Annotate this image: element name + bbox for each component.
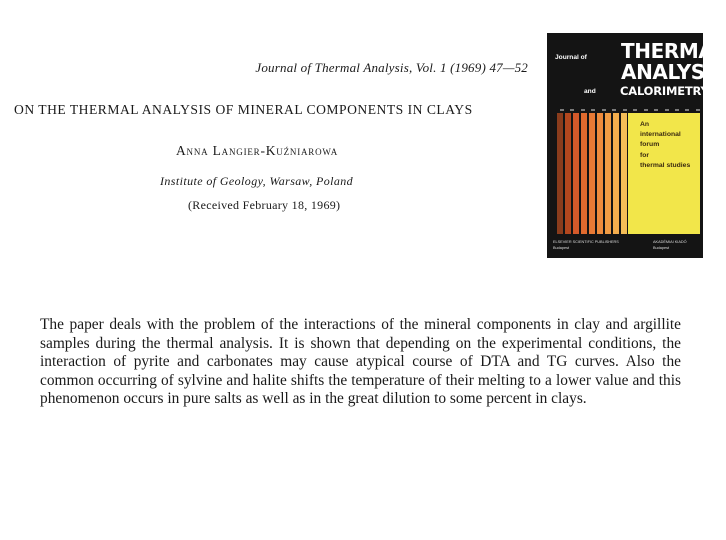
cover-bar <box>605 113 611 234</box>
cover-bar <box>581 113 587 234</box>
cover-title-thermal: THERMAL <box>621 39 726 63</box>
abstract-text: The paper deals with the problem of the interactions of the mineral components in clay and argillite samples during the thermal analysis. It is shown that depending on the experimental conditions, the interaction of pyrite and carbonates may cause atypical course of DTA and TG curves. Also the common occurring of sylvine and halite shifts the temperature of their melting to a lower value and this phenomenon occurs in pure salts as well as in the great dilution to some percent in clays. <box>40 316 681 408</box>
cover-publisher-right: AKADÉMIAI KIADÓ Budapest <box>653 240 687 250</box>
author-affiliation: Institute of Geology, Warsaw, Poland <box>160 174 354 188</box>
cover-bar <box>573 113 579 234</box>
author-name: Anna Langier-Kuźniarowa <box>176 143 339 158</box>
cover-bar <box>565 113 571 234</box>
cover-bar <box>589 113 595 234</box>
cover-title-analysis: ANALYSIS <box>621 60 726 84</box>
paper-title: ON THE THERMAL ANALYSIS OF MINERAL COMPONENTS IN CLAYS <box>14 102 473 117</box>
cover-bar <box>621 113 627 234</box>
cover-journal-of: Journal of <box>555 54 587 61</box>
cover-bar <box>557 113 563 234</box>
journal-cover <box>547 33 726 258</box>
cover-bar <box>597 113 603 234</box>
cover-publisher-left: ELSEVIER SCIENTIFIC PUBLISHERS Budapest <box>553 240 619 250</box>
cover-and: and <box>584 88 596 95</box>
cover-bar <box>613 113 619 234</box>
cover-dot-row <box>560 109 700 111</box>
journal-reference: Journal of Thermal Analysis, Vol. 1 (1969) 47—52 <box>255 60 528 75</box>
cover-forum-text: An international forum for thermal studies <box>640 121 691 169</box>
cover-title-calorimetry: CALORIMETRY <box>620 84 709 98</box>
received-date: (Received February 18, 1969) <box>188 198 341 212</box>
